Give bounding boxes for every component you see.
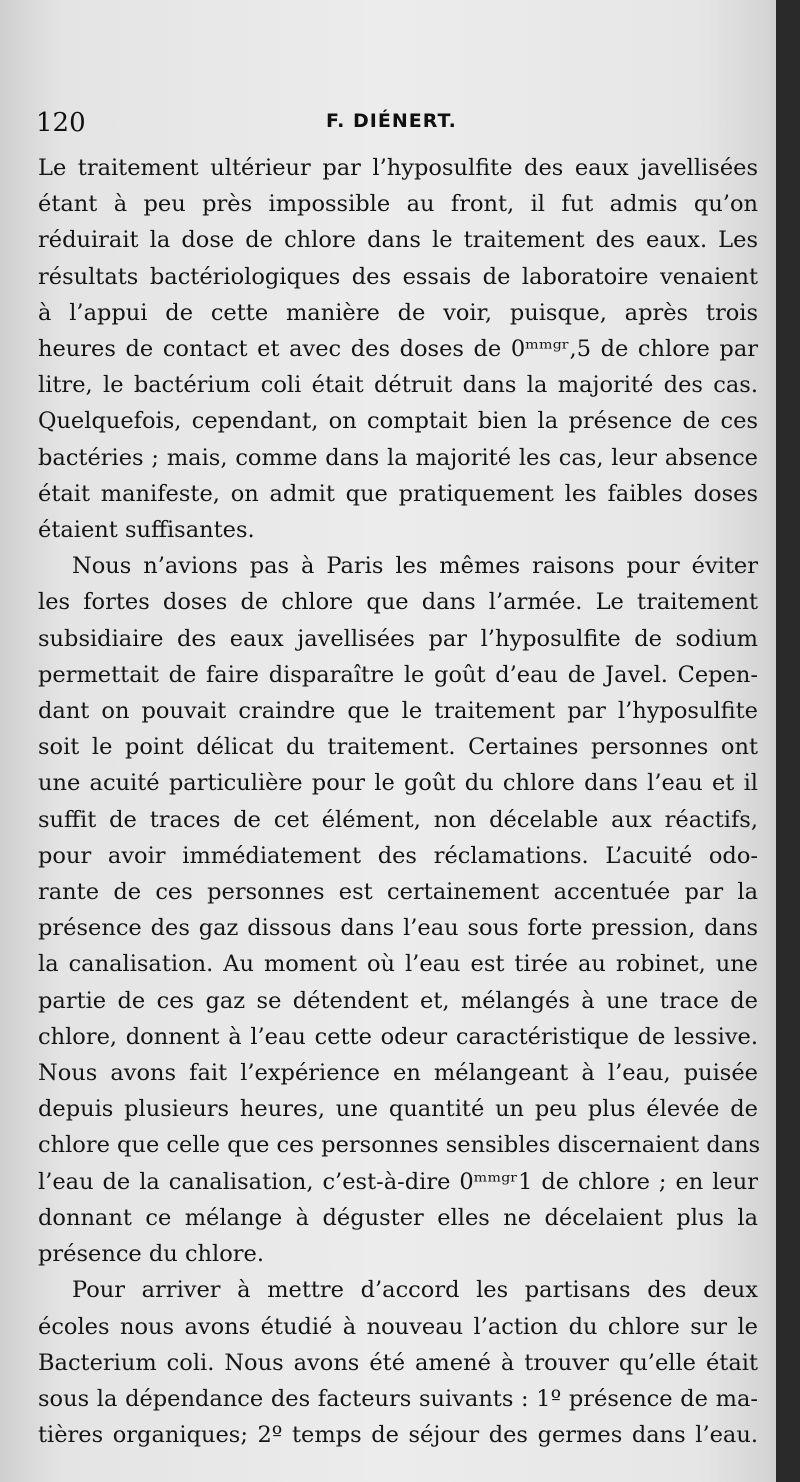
text-line: résultats bactériologiques des essais de laboratoire venaient (38, 263, 758, 290)
text-line: depuis plusieurs heures, une quantité un peu plus élevée de (38, 1096, 758, 1123)
text-line: partie de ces gaz se détendent et, mélangés à une trace de (38, 987, 758, 1014)
text-line: subsidiaire des eaux javellisées par l’hyposulfite de sodium (38, 625, 758, 652)
paragraph-2 (38, 548, 761, 1272)
text-line: les fortes doses de chlore que dans l’armée. Le traitement (38, 589, 758, 616)
text-line: donnant ce mélange à déguster elles ne décelaient plus la (38, 1204, 758, 1231)
paragraph-1 (38, 150, 758, 548)
text-line: présence du chlore. (38, 1241, 264, 1268)
text-line: dant on pouvait craindre que le traitement par l’hyposulfite (38, 698, 758, 725)
text-line: bactéries ; mais, comme dans la majorité les cas, leur absence (38, 444, 758, 471)
page-number: 120 (36, 108, 86, 138)
text-line: Le traitement ultérieur par l’hyposulfite des eaux javellisées (38, 155, 758, 181)
text-line: pour avoir immédiatement des réclamations. L’acuité odo- (38, 842, 758, 869)
text-line: suffit de traces de cet élément, non décelable aux réactifs, (38, 806, 758, 833)
text-line: Quelquefois, cependant, on comptait bien la présence de ces (38, 408, 758, 435)
text-line: une acuité particulière pour le goût du chlore dans l’eau et il (38, 770, 758, 797)
text-line: étaient suffisantes. (38, 517, 255, 544)
text-line: tières organiques; 2º temps de séjour des germes dans l’eau. (38, 1422, 758, 1449)
text-line: étant à peu près impossible au front, il fut admis qu’on (38, 191, 758, 218)
text-line: écoles nous avons étudié à nouveau l’action du chlore sur le (38, 1313, 758, 1340)
text-line: Pour arriver à mettre d’accord les partisans des deux (72, 1277, 758, 1304)
text-line: chlore que celle que ces personnes sensibles discernaient dans (38, 1132, 761, 1159)
text-line: litre, le bactérium coli était détruit dans la majorité des cas. (38, 372, 758, 399)
text-line: l’eau de la canalisation, c’est-à-dire 0ᵐᵐᵍʳ1 de chlore ; en leur (38, 1168, 758, 1195)
text-line: la canalisation. Au moment où l’eau est tirée au robinet, une (38, 951, 758, 978)
text-line: Nous n’avions pas à Paris les mêmes raisons pour éviter (72, 553, 758, 580)
text-line: permettait de faire disparaître le goût d’eau de Javel. Cepen- (38, 661, 758, 688)
text-line: heures de contact et avec des doses de 0ᵐᵐᵍʳ,5 de chlore par (38, 336, 758, 363)
running-head: F. DIÉNERT. (326, 110, 457, 132)
body-text (38, 150, 761, 1453)
text-line: Nous avons fait l’expérience en mélangeant à l’eau, puisée (38, 1060, 758, 1087)
text-line: à l’appui de cette manière de voir, puisque, après trois (38, 299, 758, 326)
page-header (36, 108, 756, 144)
text-line: Bacterium coli. Nous avons été amené à trouver qu’elle était (38, 1349, 758, 1376)
text-line: soit le point délicat du traitement. Certaines personnes ont (38, 734, 758, 761)
text-line: était manifeste, on admit que pratiquement les faibles doses (38, 480, 758, 507)
text-line: présence des gaz dissous dans l’eau sous forte pression, dans (38, 915, 758, 942)
text-line: sous la dépendance des facteurs suivants : 1º présence de ma- (38, 1385, 758, 1412)
text-line: réduirait la dose de chlore dans le traitement des eaux. Les (38, 227, 758, 254)
text-line: chlore, donnent à l’eau cette odeur caractéristique de lessive. (38, 1023, 758, 1050)
text-line: rante de ces personnes est certainement accentuée par la (38, 879, 758, 906)
paragraph-3 (38, 1272, 758, 1453)
